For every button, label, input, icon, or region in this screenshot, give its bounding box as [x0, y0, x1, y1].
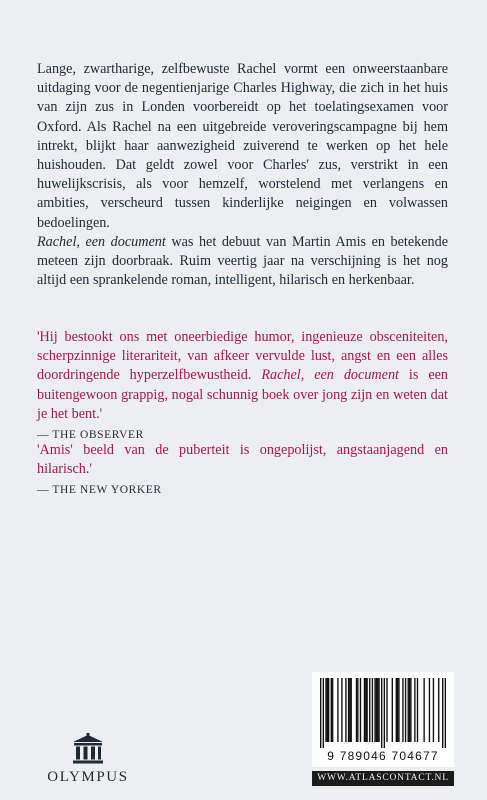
barcode-bar	[374, 678, 375, 742]
barcode-bar	[378, 678, 379, 742]
barcode-bar	[410, 678, 411, 742]
barcode-bar	[320, 678, 321, 748]
barcode-bar	[402, 678, 403, 742]
quote-text-before: 'Hij bestookt ons met oneerbiedige humor, ingenieuze obsceniteiten, scherpzinnige literariteit, van afkeer vervulde lust, angst en een alles doordringende hyperzelfbewustheid.	[37, 329, 448, 384]
barcode-bar	[414, 678, 415, 742]
barcode-bar	[337, 678, 338, 742]
book-blurb	[37, 60, 448, 290]
review-quote-new-yorker	[37, 441, 448, 501]
barcode-bar	[349, 678, 350, 742]
barcode-bar	[408, 678, 409, 742]
publisher-website: WWW.ATLASCONTACT.NL	[312, 771, 454, 786]
review-quote-observer	[37, 328, 448, 445]
barcode-bar	[442, 678, 443, 748]
barcode-bar	[386, 678, 387, 742]
barcode-bar	[372, 678, 373, 742]
barcode-bar	[384, 678, 385, 748]
barcode-bar	[392, 678, 393, 742]
blurb-paragraph-1: Lange, zwartharige, zelfbewuste Rachel vormt een onweerstaanbare uitdaging voor de negentienjarige Charles Highway, die zich in het huis van zijn zus in Londen voorbereidt op het toelatingsexamen voor Oxford. Als Rachel na een uitgebreide veroveringscampagne bij hem intrekt, blijkt haar aanwezigheid zuiverend te werken op het hele huishouden. Dat geldt zowel voor Charles' zus, verstrikt in een huwelijkscrisis, als voor hemzelf, worstelend met verlangens en ambities, verscheurd tussen kinderlijke neigingen en volwassen bedoelingen.	[37, 61, 448, 231]
barcode-bar	[405, 678, 406, 742]
barcode-bar	[438, 678, 439, 742]
barcode-bar	[397, 678, 398, 742]
quote-book-title: Rachel, een document	[261, 367, 399, 384]
barcode-bar	[377, 678, 378, 742]
barcode-bar	[357, 678, 358, 742]
barcode-bar	[398, 678, 399, 742]
isbn-barcode	[312, 672, 454, 767]
barcode-bar	[423, 678, 424, 742]
barcode-bar	[341, 678, 342, 742]
barcode-bar	[396, 678, 397, 742]
blurb-paragraph-2-text: was het debuut van Martin Amis en betekende meteen zijn doorbraak. Ruim veertig jaar na verschijning is het nog altijd een sprankelende roman, intelligent, hilarisch en herkenbaar.	[37, 233, 449, 289]
blurb-paragraph-2	[37, 233, 448, 291]
barcode-bar	[433, 678, 434, 742]
quote-text: 'Amis' beeld van de puberteit is ongepolijst, angstaanjagend en hilarisch.'	[37, 442, 448, 478]
barcode-bar	[325, 678, 326, 742]
barcode-bar	[328, 678, 329, 742]
barcode-bar	[327, 678, 328, 742]
temple-columns-icon	[71, 733, 105, 765]
barcode-bar	[409, 678, 410, 742]
barcode-bars	[320, 678, 446, 748]
barcode-bar	[376, 678, 377, 742]
barcode-bar	[360, 678, 361, 742]
barcode-bar	[369, 678, 370, 742]
barcode-bar	[351, 678, 352, 742]
publisher-logo	[40, 733, 136, 786]
barcode-bar	[345, 678, 346, 742]
barcode-bar	[364, 678, 365, 742]
barcode-bar	[348, 678, 349, 742]
barcode-bar	[331, 678, 332, 742]
quote-text-after: is een buitengewoon grappig, nogal schunnig boek over jong zijn en weten dat je het bent.'	[37, 367, 449, 422]
barcode-bar	[445, 678, 446, 748]
quote-source-observer: — THE OBSERVER	[37, 429, 144, 442]
barcode-bar	[365, 678, 366, 742]
barcode-bar	[332, 678, 333, 742]
isbn-number: 9 789046 704677	[327, 749, 439, 763]
barcode-bar	[429, 678, 430, 742]
barcode-bar	[366, 678, 367, 742]
publisher-name: OLYMPUS	[47, 769, 129, 785]
barcode-bar	[417, 678, 418, 742]
quote-source-new-yorker: — THE NEW YORKER	[37, 484, 162, 497]
barcode-bar	[356, 678, 357, 742]
barcode-bar	[323, 678, 324, 748]
book-title-italic: Rachel, een document	[37, 233, 166, 250]
barcode-bar	[381, 678, 382, 748]
